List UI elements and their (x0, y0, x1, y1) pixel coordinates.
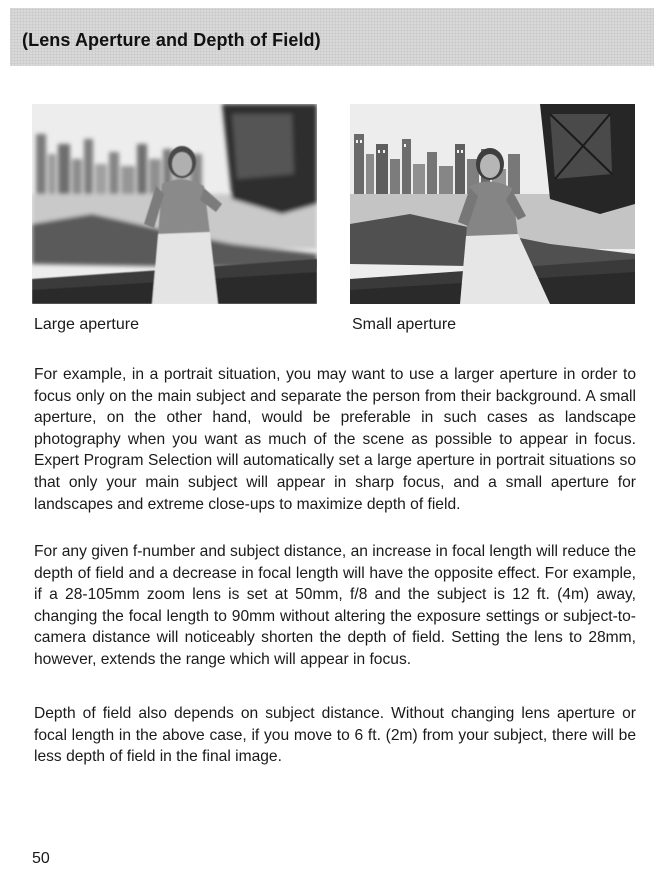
caption-large-aperture: Large aperture (34, 316, 139, 333)
photo-large-aperture (32, 104, 317, 304)
caption-small-aperture: Small aperture (352, 316, 457, 333)
photo-small-aperture (350, 104, 635, 304)
paragraph-subject-distance: Depth of field also depends on subject distance. Without changing lens aperture or focal length in the above case, if you move to 6 ft. (2m) from your subject, there will be less depth of field in the final image. (34, 705, 636, 766)
page-number: 50 (32, 850, 50, 867)
page-title: (Lens Aperture and Depth of Field) (22, 30, 321, 50)
paragraph-aperture-examples: For example, in a portrait situation, you may want to use a larger aperture in order to focus only on the main subject and separate the person from their background. A small aperture, on the other hand, would be preferable in such cases as landscape photography when you want as much of the scene as possible to appear in focus. Expert Program Selection will automatically set a large aperture in portrait situations so that only your main subject will appear in sharp focus, and a small aperture for landscapes and extreme close-ups to maximize depth of field. (34, 366, 636, 513)
paragraph-focal-length: For any given f-number and subject distance, an increase in focal length will reduce the depth of field and a decrease in focal length will have the opposite effect. For example, if a 28-105mm zoom lens is set at 50mm, f/8 and the subject is 12 ft. (4m) away, changing the focal length to 90mm without altering the exposure settings or subject-to-camera distance will noticeably shorten the depth of field. Setting the lens to 28mm, however, extends the range which will appear in focus. (34, 543, 636, 668)
